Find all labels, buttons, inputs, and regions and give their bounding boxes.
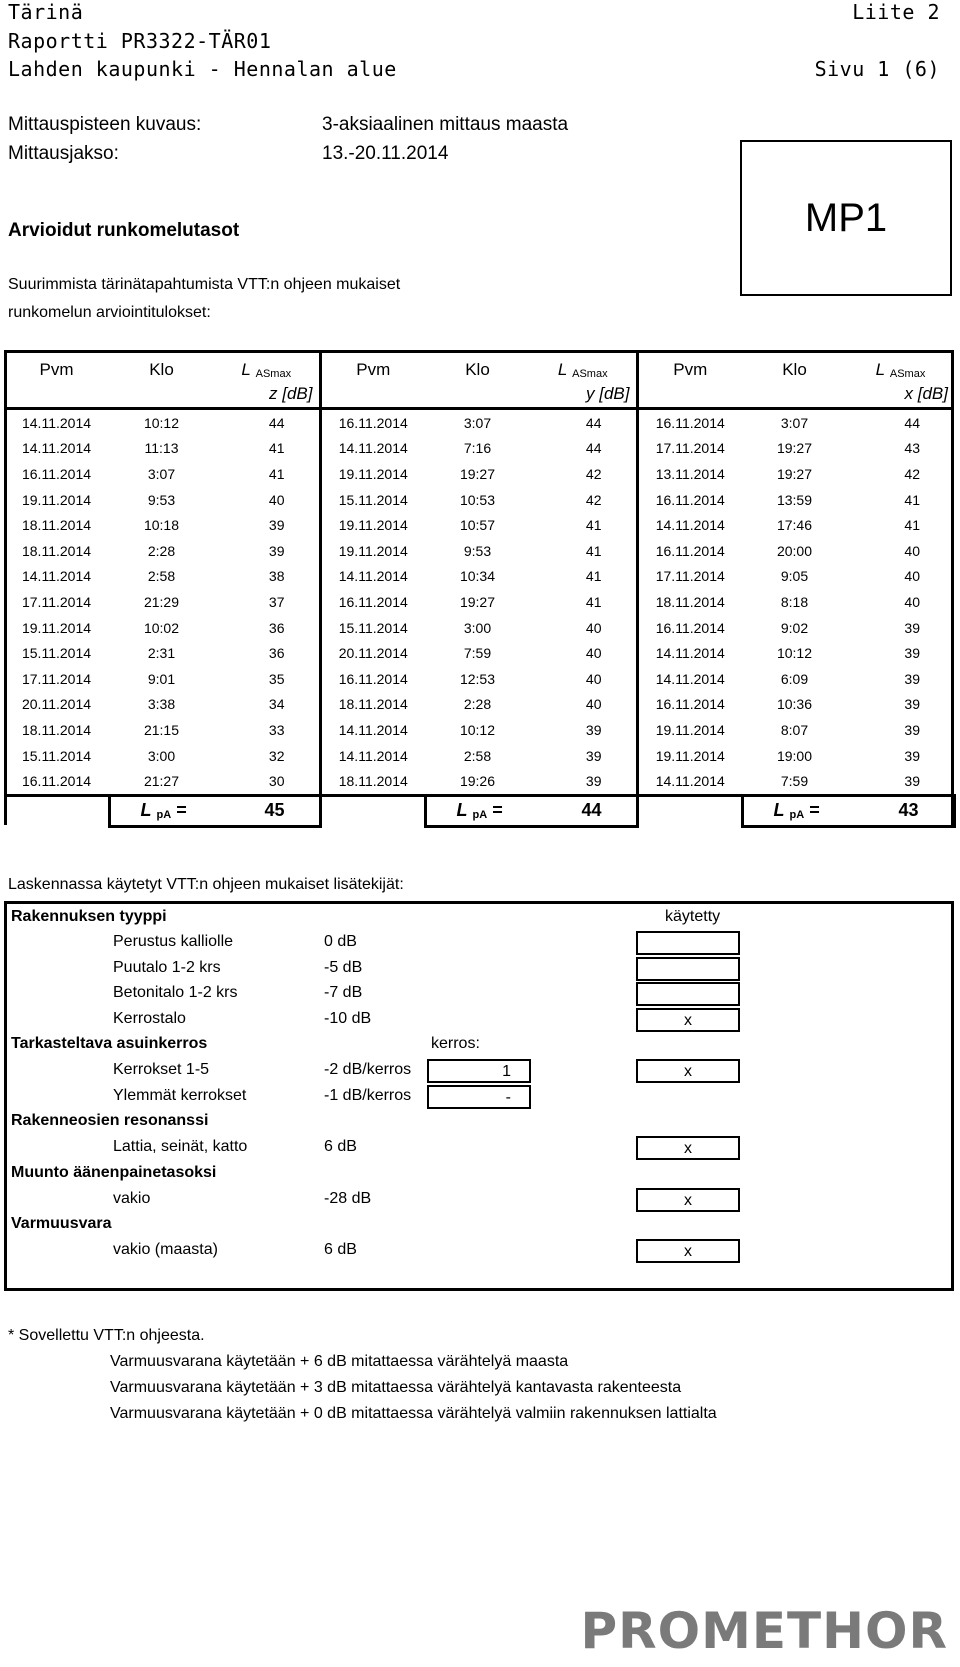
cell-time: 10:57	[459, 517, 496, 534]
cell-level: 32	[268, 747, 285, 764]
cell-level: 36	[268, 645, 285, 662]
cell-date: 14.11.2014	[21, 414, 92, 431]
cell-time: 7:16	[463, 440, 492, 457]
floor-number-box: 1	[427, 1059, 531, 1083]
lpa-value-z: 45	[214, 795, 320, 826]
note-line: Varmuusvarana käytetään + 0 dB mitattaessa värähtelyä valmiin rakennuksen lattialta	[110, 1405, 717, 1422]
unit-y: y [dB]	[530, 380, 637, 409]
cell-level: 41	[585, 517, 602, 534]
cell-date: 16.11.2014	[637, 538, 742, 564]
cell-date: 18.11.2014	[637, 589, 742, 615]
cell-date: 14.11.2014	[637, 512, 742, 538]
col-header-pvm: Pvm	[39, 360, 74, 379]
factor-value: 0 dB	[324, 933, 357, 950]
cell-level: 39	[904, 747, 920, 764]
cell-level: 40	[585, 670, 602, 687]
used-checkbox: x	[636, 1188, 740, 1212]
cell-level: 39	[585, 721, 602, 738]
cell-time: 12:53	[459, 670, 496, 687]
cell-level: 41	[268, 440, 285, 457]
col-header-lasmax: L $_{ASmax}$	[241, 360, 292, 380]
document-type: Tärinä	[8, 0, 84, 24]
cell-time: 3:00	[147, 747, 176, 764]
factor-value: -2 dB/kerros	[324, 1061, 412, 1078]
cell-date: 16.11.2014	[320, 666, 425, 692]
lpa-label-z: L $_{pA}$ =	[109, 795, 214, 826]
used-column-label: käytetty	[665, 908, 721, 925]
cell-level: 39	[847, 768, 954, 795]
lpa-label-x: L $_{pA}$ =	[742, 795, 847, 826]
table-row	[4, 615, 954, 641]
cell-time: 17:46	[776, 517, 813, 534]
used-checkbox	[636, 982, 740, 1006]
cell-date: 18.11.2014	[320, 692, 425, 718]
cell-level: 38	[268, 568, 285, 585]
cell-time: 13:59	[776, 491, 813, 508]
cell-time: 9:05	[780, 568, 809, 585]
cell-date: 14.11.2014	[320, 717, 425, 743]
intro-line-1: Suurimmista tärinätapahtumista VTT:n ohjeen mukaiset	[8, 276, 401, 293]
factor-label: Perustus kalliolle	[113, 933, 234, 950]
cell-level: 39	[585, 747, 602, 764]
factor-label: Ylemmät kerrokset	[113, 1087, 247, 1104]
col-header-pvm: Pvm	[637, 350, 742, 380]
cell-level: 41	[585, 542, 602, 559]
table-row	[4, 487, 954, 513]
col-header-klo: Klo	[149, 360, 174, 379]
factor-value: 6 dB	[324, 1138, 357, 1155]
cell-time: 2:28	[147, 542, 176, 559]
cell-level: 44	[585, 440, 602, 457]
cell-date: 14.11.2014	[320, 743, 425, 769]
intro-line-2: runkomelun arviointitulokset:	[8, 304, 211, 321]
cell-time: 9:53	[463, 542, 492, 559]
cell-date: 14.11.2014	[637, 666, 742, 692]
cell-date: 19.11.2014	[320, 538, 425, 564]
cell-time: 10:12	[776, 645, 813, 662]
section-title: Arvioidut runkomelutasot	[8, 220, 240, 241]
cell-level: 41	[904, 517, 920, 534]
cell-time: 3:38	[147, 696, 176, 713]
cell-level: 40	[585, 645, 602, 662]
cell-time: 3:07	[147, 465, 176, 482]
cell-time: 11:13	[144, 440, 179, 457]
page-number: Sivu 1 (6)	[814, 57, 940, 81]
cell-level: 39	[268, 517, 285, 534]
floor-title: Tarkasteltava asuinkerros	[11, 1035, 208, 1052]
cell-level: 39	[904, 696, 920, 713]
period-label: Mittausjakso:	[8, 143, 119, 164]
used-checkbox: x	[636, 1136, 740, 1160]
cell-date: 14.11.2014	[637, 640, 742, 666]
cell-time: 10:12	[143, 414, 180, 431]
cell-date: 15.11.2014	[21, 747, 92, 764]
cell-level: 39	[530, 768, 637, 795]
cell-level: 44	[904, 414, 920, 431]
cell-level: 37	[268, 593, 285, 610]
cell-time: 10:53	[459, 491, 496, 508]
conversion-title: Muunto äänenpainetasoksi	[11, 1164, 217, 1181]
cell-level: 40	[268, 491, 285, 508]
cell-level: 35	[268, 670, 285, 687]
factor-label: Lattia, seinät, katto	[113, 1138, 248, 1155]
cell-date: 18.11.2014	[21, 542, 92, 559]
cell-date: 13.11.2014	[637, 461, 742, 487]
table-row	[4, 743, 954, 769]
factor-value: -28 dB	[324, 1190, 372, 1207]
table-row	[4, 538, 954, 564]
factor-label: vakio (maasta)	[113, 1241, 218, 1258]
description-label: Mittauspisteen kuvaus:	[8, 114, 202, 135]
used-checkbox	[636, 931, 740, 955]
cell-date: 15.11.2014	[320, 615, 425, 641]
cell-time: 21:29	[143, 593, 180, 610]
cell-date: 18.11.2014	[320, 768, 425, 795]
factors-box	[4, 901, 954, 1291]
table-row	[4, 717, 954, 743]
cell-date: 16.11.2014	[320, 409, 425, 436]
cell-date: 17.11.2014	[21, 670, 92, 687]
note-line: Varmuusvarana käytetään + 6 dB mitattaessa värähtelyä maasta	[110, 1353, 569, 1370]
cell-level: 39	[904, 721, 920, 738]
factor-value: -1 dB/kerros	[324, 1087, 412, 1104]
cell-level: 41	[268, 465, 285, 482]
col-header-lasmax: L $_{ASmax}$	[875, 360, 926, 380]
cell-date: 16.11.2014	[637, 615, 742, 641]
cell-level: 41	[585, 593, 602, 610]
building-type-title: Rakennuksen tyyppi	[11, 908, 167, 925]
cell-date: 14.11.2014	[320, 436, 425, 462]
factors-heading: Laskennassa käytetyt VTT:n ohjeen mukaiset lisätekijät:	[8, 876, 404, 893]
unit-x: x [dB]	[847, 380, 954, 409]
cell-time: 2:28	[463, 696, 492, 713]
cell-time: 10:36	[776, 696, 813, 713]
cell-level: 40	[585, 696, 602, 713]
cell-level: 42	[585, 465, 602, 482]
resonance-title: Rakenneosien resonanssi	[11, 1112, 209, 1129]
results-table	[4, 350, 956, 828]
lpa-value-y: 44	[530, 795, 637, 826]
cell-time: 10:02	[143, 619, 180, 636]
cell-date: 14.11.2014	[21, 440, 92, 457]
note-line: Varmuusvarana käytetään + 3 dB mitattaessa värähtelyä kantavasta rakenteesta	[110, 1379, 682, 1396]
location: Lahden kaupunki - Hennalan alue	[8, 57, 397, 81]
col-header-klo: Klo	[782, 360, 807, 379]
lpa-value-x: 43	[847, 795, 954, 826]
cell-time: 2:31	[147, 645, 176, 662]
cell-time: 8:18	[780, 593, 809, 610]
cell-level: 39	[904, 645, 920, 662]
report-id: Raportti PR3322-TÄR01	[8, 29, 272, 53]
notes-title: * Sovellettu VTT:n ohjeesta.	[8, 1327, 205, 1344]
cell-level: 40	[904, 542, 920, 559]
company-logo: PROMETHOR	[580, 1602, 948, 1660]
cell-date: 19.11.2014	[21, 491, 92, 508]
cell-time: 10:18	[143, 517, 180, 534]
factor-value: -7 dB	[324, 984, 363, 1001]
cell-level: 40	[904, 568, 920, 585]
cell-date: 14.11.2014	[320, 564, 425, 590]
measurement-point-box	[740, 140, 952, 296]
cell-date: 19.11.2014	[21, 619, 92, 636]
period-value: 13.-20.11.2014	[322, 143, 449, 164]
cell-time: 19:27	[459, 593, 496, 610]
cell-date: 16.11.2014	[21, 465, 92, 482]
cell-date: 19.11.2014	[320, 461, 425, 487]
table-row	[4, 436, 954, 462]
factor-value: -5 dB	[324, 959, 363, 976]
cell-time: 19:27	[776, 440, 813, 457]
measurement-point-label: MP1	[804, 195, 888, 240]
cell-level: 41	[904, 491, 920, 508]
cell-date: 14.11.2014	[637, 768, 742, 795]
factor-label: Puutalo 1-2 krs	[113, 959, 221, 976]
table-row	[4, 564, 954, 590]
cell-time: 3:07	[463, 414, 492, 431]
cell-date: 15.11.2014	[320, 487, 425, 513]
cell-date: 16.11.2014	[4, 768, 109, 795]
cell-date: 19.11.2014	[637, 717, 742, 743]
cell-time: 10:12	[459, 721, 496, 738]
col-header-lasmax: L $_{ASmax}$	[557, 360, 608, 380]
cell-date: 19.11.2014	[637, 743, 742, 769]
factor-label: Kerrokset 1-5	[113, 1061, 210, 1078]
cell-level: 39	[268, 542, 285, 559]
unit-z: z [dB]	[214, 380, 320, 409]
safety-title: Varmuusvara	[11, 1215, 112, 1232]
cell-date: 20.11.2014	[21, 696, 92, 713]
col-header-klo: Klo	[465, 360, 490, 379]
cell-date: 18.11.2014	[21, 721, 92, 738]
cell-time: 2:58	[463, 747, 492, 764]
cell-time: 3:00	[463, 619, 492, 636]
cell-time: 19:27	[459, 465, 496, 482]
cell-level: 44	[585, 414, 602, 431]
appendix-label: Liite 2	[852, 0, 940, 24]
factor-value: 6 dB	[324, 1241, 357, 1258]
cell-level: 30	[214, 768, 320, 795]
cell-date: 14.11.2014	[21, 568, 92, 585]
cell-time: 3:07	[780, 414, 809, 431]
used-checkbox	[636, 957, 740, 981]
cell-time: 19:26	[425, 768, 530, 795]
cell-level: 39	[904, 619, 920, 636]
cell-time: 9:53	[147, 491, 176, 508]
cell-time: 19:27	[776, 465, 813, 482]
cell-date: 19.11.2014	[320, 512, 425, 538]
table-row	[4, 409, 954, 436]
lpa-label-y: L $_{pA}$ =	[425, 795, 530, 826]
description-value: 3-aksiaalinen mittaus maasta	[322, 114, 569, 135]
cell-time: 8:07	[780, 721, 809, 738]
floor-column-label: kerros:	[431, 1035, 480, 1052]
factor-label: Kerrostalo	[113, 1010, 186, 1027]
cell-time: 9:02	[780, 619, 809, 636]
cell-time: 21:27	[109, 768, 214, 795]
used-checkbox: x	[636, 1008, 740, 1032]
cell-level: 34	[268, 696, 285, 713]
cell-date: 15.11.2014	[21, 645, 92, 662]
cell-level: 42	[904, 465, 920, 482]
used-checkbox: x	[636, 1059, 740, 1083]
cell-level: 43	[904, 440, 920, 457]
cell-level: 39	[904, 670, 920, 687]
table-row	[4, 768, 954, 795]
cell-time: 21:15	[143, 721, 180, 738]
cell-time: 19:00	[776, 747, 813, 764]
cell-date: 17.11.2014	[21, 593, 92, 610]
cell-time: 2:58	[147, 568, 176, 585]
cell-date: 17.11.2014	[637, 564, 742, 590]
cell-time: 6:09	[780, 670, 809, 687]
cell-time: 20:00	[776, 542, 813, 559]
cell-date: 20.11.2014	[320, 640, 425, 666]
used-checkbox: x	[636, 1239, 740, 1263]
table-row	[4, 589, 954, 615]
cell-time: 7:59	[463, 645, 492, 662]
table-row	[4, 640, 954, 666]
cell-date: 17.11.2014	[637, 436, 742, 462]
cell-date: 16.11.2014	[637, 487, 742, 513]
table-unit-row	[4, 380, 954, 409]
cell-date: 18.11.2014	[21, 517, 92, 534]
table-row	[4, 512, 954, 538]
cell-date: 16.11.2014	[637, 409, 742, 436]
cell-date: 16.11.2014	[637, 692, 742, 718]
cell-time: 9:01	[147, 670, 176, 687]
cell-level: 44	[268, 414, 285, 431]
lpa-row	[4, 795, 954, 826]
floor-number-box: -	[427, 1085, 531, 1109]
factor-label: vakio	[113, 1190, 151, 1207]
cell-date: 16.11.2014	[320, 589, 425, 615]
table-row	[4, 692, 954, 718]
table-row	[4, 461, 954, 487]
col-header-pvm: Pvm	[320, 350, 425, 380]
table-header-row	[4, 350, 954, 380]
factor-value: -10 dB	[324, 1010, 372, 1027]
cell-level: 41	[585, 568, 602, 585]
cell-level: 42	[585, 491, 602, 508]
cell-level: 40	[585, 619, 602, 636]
cell-time: 7:59	[742, 768, 847, 795]
cell-level: 40	[904, 593, 920, 610]
factor-label: Betonitalo 1-2 krs	[113, 984, 238, 1001]
cell-time: 10:34	[459, 568, 496, 585]
table-row	[4, 666, 954, 692]
cell-level: 36	[268, 619, 285, 636]
cell-level: 33	[268, 721, 285, 738]
